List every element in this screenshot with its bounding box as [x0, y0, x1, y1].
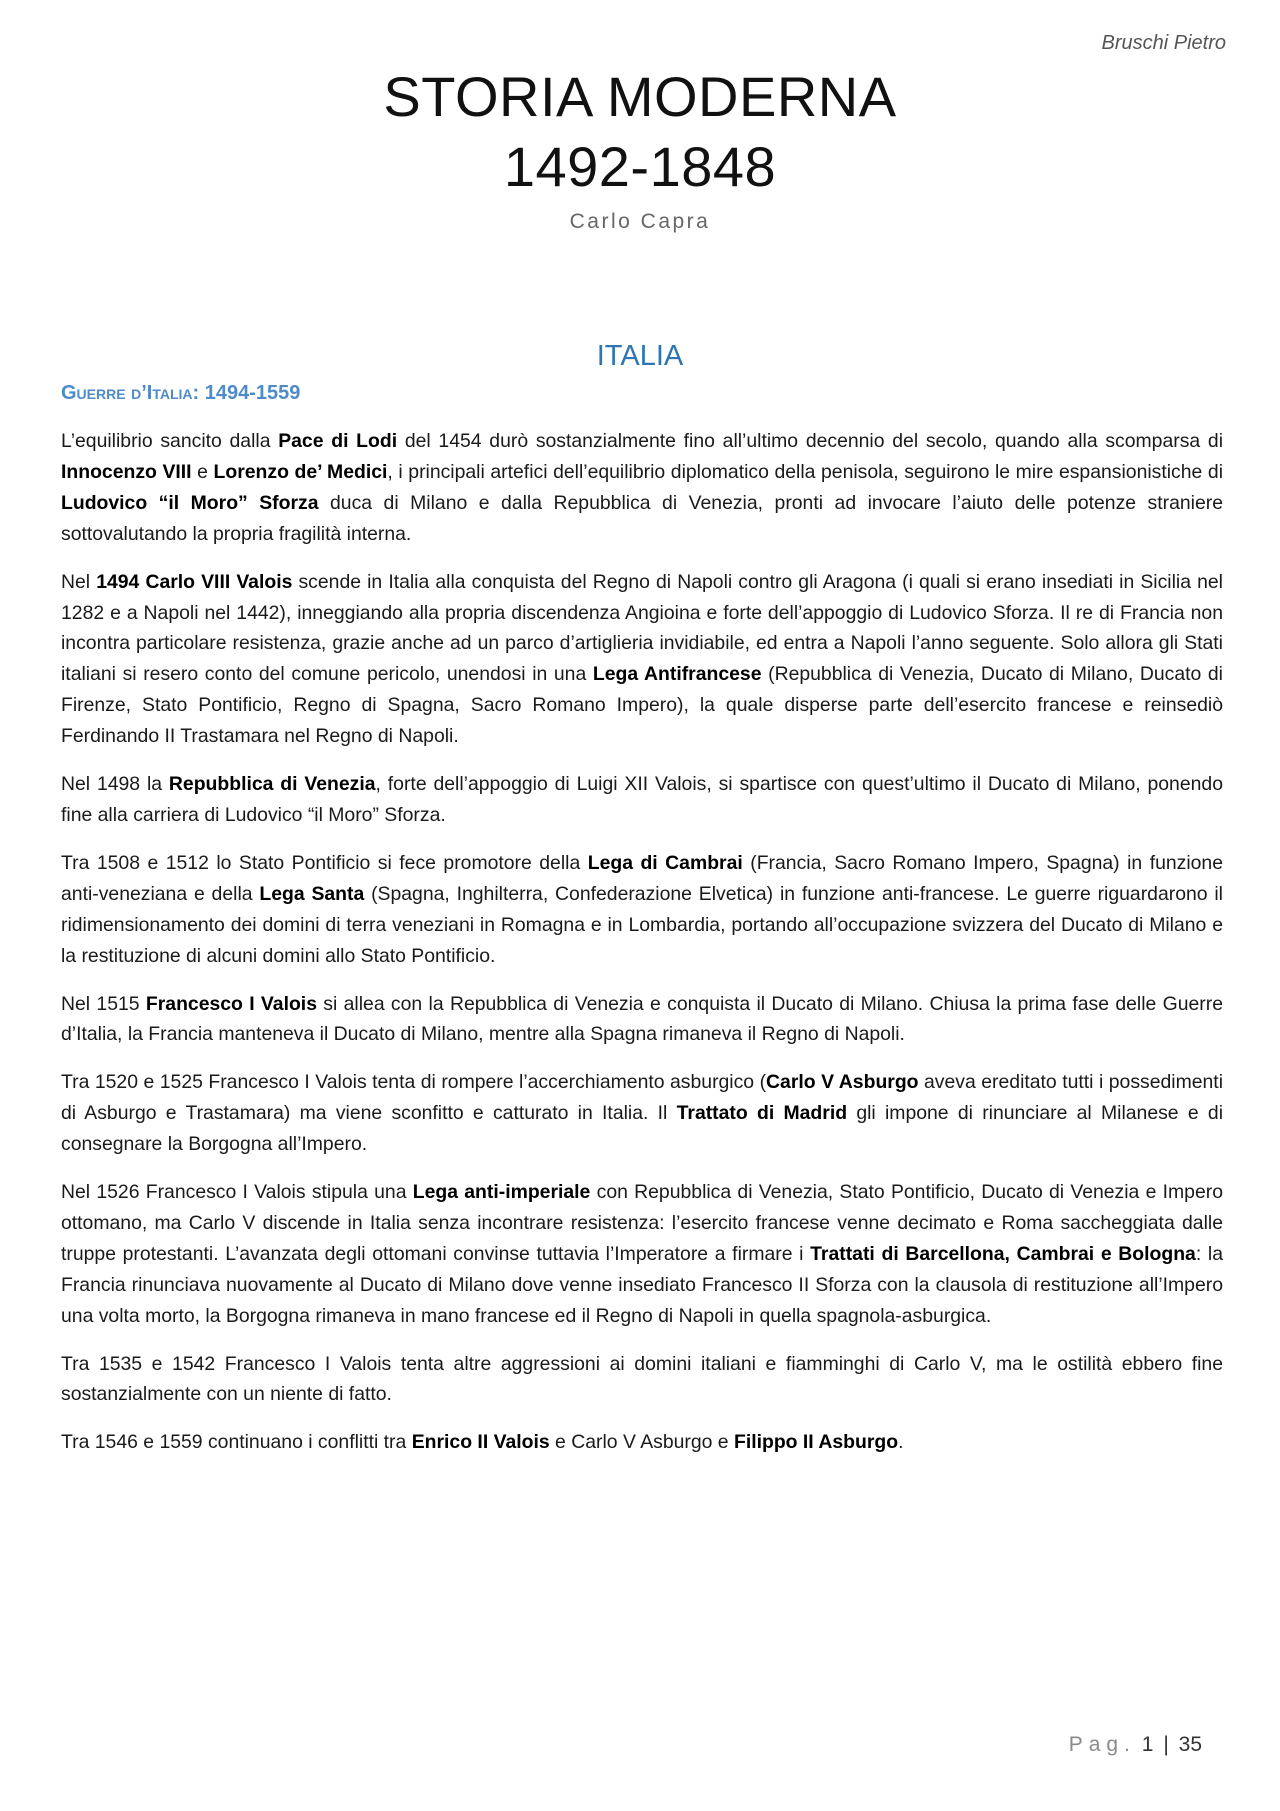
text-run: gli impone di rinunciare al Milanese e di consegnare la Borgogna all’Impero.	[61, 1102, 1224, 1156]
text-run: Tra 1535 e 1542 Francesco I Valois tenta altre aggressioni ai domini italiani e fiamminghi di Carlo V, ma le ostilità ebbero fine sostanzialmente con un niente di fatto.	[61, 1352, 1223, 1406]
paragraph	[61, 769, 1223, 831]
text-run: : la Francia rinunciava nuovamente al Ducato di Milano dove venne insediato Francesco II Sforza con la clausola di restituzione all’Impero una volta morto, la Borgogna rimaneva in mano francese ed il Regno di Napoli in quella spagnola-asburgica.	[61, 1242, 1223, 1327]
bold-term: Trattati di Barcellona, Cambrai e Bologna	[810, 1242, 1196, 1265]
text-run: , forte dell’appoggio di Luigi XII Valois, si spartisce con quest’ultimo il Ducato di Milano, ponendo fine alla carriera di Ludovico “il Moro” Sforza.	[61, 773, 1223, 826]
bold-term: Enrico II Valois	[411, 1431, 550, 1454]
section-heading: ITALIA	[596, 340, 684, 372]
text-run: duca di Milano e dalla Repubblica di Venezia, pronti ad invocare l’aiuto delle potenze straniere sottovalutando la propria fragilità interna.	[61, 491, 1223, 545]
page-footer	[1069, 1733, 1202, 1757]
text-run: Tra 1520 e 1525 Francesco I Valois tenta di rompere l’accerchiamento asburgico (	[61, 1071, 767, 1094]
bold-term: Lega Antifrancese	[592, 663, 762, 686]
document-period: 1492-1848	[503, 135, 777, 198]
body-text	[61, 426, 1223, 1475]
text-run: del 1454 durò sostanzialmente fino all’ultimo decennio del secolo, quando alla scomparsa di	[397, 430, 1223, 452]
text-run: Nel	[61, 570, 97, 593]
text-run: aveva ereditato tutti i possedimenti di Asburgo e Trastamara) ma viene sconfitto e catturato in Italia. Il	[61, 1071, 1223, 1125]
bold-term: Ludovico “il Moro” Sforza	[61, 491, 319, 514]
title-block	[0, 62, 1280, 234]
bold-term: Pace di Lodi	[278, 430, 398, 452]
page-label: Pag.	[1068, 1733, 1136, 1756]
paragraph	[61, 567, 1223, 752]
paragraph	[61, 1427, 1223, 1458]
bold-term: Repubblica di Venezia	[168, 773, 376, 796]
text-run: scende in Italia alla conquista del Regno di Napoli contro gli Aragona (i quali si erano insediati in Sicilia nel 1282 e a Napoli nel 1442), inneggiando alla propria discendenza Angioina e forte dell’appoggio di Ludovico Sforza. Il re di Francia non incontra particolare resistenza, grazie anche ad un parco d’artiglieria invidiabile, ed entra a Napoli l’anno seguente. Solo allora gli Stati italiani si resero conto del comune pericolo, unendosi in una	[61, 570, 1223, 686]
subsection-heading: Guerre d’Italia: 1494-1559	[61, 382, 301, 404]
paragraph	[61, 989, 1223, 1051]
text-run: L’equilibrio sancito dalla	[61, 430, 279, 452]
text-run: Nel 1526 Francesco I Valois stipula una	[61, 1181, 413, 1204]
document-title: STORIA MODERNA	[383, 65, 897, 128]
text-run: (Spagna, Inghilterra, Confederazione Elvetica) in funzione anti-francese. Le guerre riguardarono il ridimensionamento dei domini di terra veneziani in Romagna e in Lombardia, portando all’occupazione svizzera del Ducato di Milano e la restituzione di alcuni domini allo Stato Pontificio.	[61, 882, 1223, 967]
text-run: Nel 1515	[61, 992, 146, 1015]
paragraph	[61, 1349, 1223, 1411]
paragraph	[61, 426, 1223, 550]
page-number: 1	[1141, 1733, 1154, 1756]
document-subtitle: Carlo Capra	[569, 210, 711, 233]
page-total: 35	[1178, 1733, 1202, 1756]
text-run: e	[191, 460, 214, 483]
author-name: Bruschi Pietro	[1101, 32, 1226, 54]
bold-term: Innocenzo VIII	[61, 460, 192, 483]
text-run: Tra 1546 e 1559 continuano i conflitti tra	[61, 1431, 412, 1454]
paragraph	[61, 1067, 1223, 1160]
text-run: con Repubblica di Venezia, Stato Pontificio, Ducato di Venezia e Impero ottomano, ma Carlo V discende in Italia senza incontrare resistenza: l’esercito francese venne decimato e Roma saccheggiata dalle truppe protestanti. L’avanzata degli ottomani convinse tuttavia l’Imperatore a firmare i	[61, 1181, 1223, 1265]
text-run: (Repubblica di Venezia, Ducato di Milano, Ducato di Firenze, Stato Pontificio, Regno di Spagna, Sacro Romano Impero), la quale disperse parte dell’esercito francese e reinsediò Ferdinando II Trastamara nel Regno di Napoli.	[61, 663, 1223, 748]
bold-term: Filippo II Asburgo	[733, 1431, 899, 1454]
text-run: Nel 1498 la	[61, 773, 169, 796]
bold-term: Carlo V Asburgo	[766, 1071, 919, 1094]
paragraph	[61, 848, 1223, 972]
bold-term: Lega di Cambrai	[587, 851, 743, 874]
text-run: (Francia, Sacro Romano Impero, Spagna) in funzione anti-veneziana e della	[61, 851, 1224, 905]
text-run: , i principali artefici dell’equilibrio diplomatico della penisola, seguirono le mire espansionistiche di	[387, 460, 1223, 483]
bold-term: Lorenzo de’ Medici	[213, 460, 388, 483]
text-run: e Carlo V Asburgo e	[549, 1431, 734, 1454]
paragraph	[61, 1177, 1223, 1332]
bold-term: 1494 Carlo VIII Valois	[96, 570, 293, 593]
text-run: .	[898, 1431, 904, 1454]
text-run: Tra 1508 e 1512 lo Stato Pontificio si fece promotore della	[61, 851, 588, 874]
bold-term: Lega anti-imperiale	[412, 1181, 591, 1204]
bold-term: Trattato di Madrid	[676, 1102, 848, 1125]
bold-term: Francesco I Valois	[145, 992, 317, 1015]
page-separator: |	[1163, 1733, 1169, 1756]
bold-term: Lega Santa	[259, 882, 365, 905]
text-run: si allea con la Repubblica di Venezia e conquista il Ducato di Milano. Chiusa la prima fase delle Guerre d’Italia, la Francia manteneva il Ducato di Milano, mentre alla Spagna rimaneva il Regno di Napoli.	[61, 992, 1223, 1046]
